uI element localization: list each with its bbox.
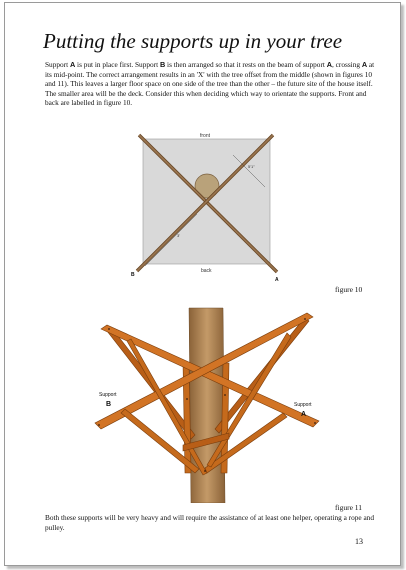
support-a-letter: A bbox=[301, 411, 307, 418]
label-front: front bbox=[200, 133, 211, 139]
intro-text-run: is put in place first. Support bbox=[75, 60, 160, 69]
support-b-word: Support bbox=[99, 392, 117, 398]
support-b-letter: B bbox=[106, 401, 112, 408]
intro-text-run: at its mid-point. The correct arrangement results in an 'X' with the tree offset from the middle (shown in figures 10 and 11). This leaves a larger floor space on one side of the tree than the other – the future site of the house itself. The smaller area will be the deck. Consider this when deciding which way to orientate the supports. Front and back are labelled in figure 10. bbox=[45, 60, 375, 108]
figure-10-diagram bbox=[125, 129, 290, 284]
figure-10-caption: figure 10 bbox=[335, 285, 363, 294]
intro-text-run: Support bbox=[45, 60, 70, 69]
support-a-word: Support bbox=[294, 402, 312, 408]
page-number: 13 bbox=[355, 537, 363, 546]
intro-bold-letter: A bbox=[361, 60, 368, 69]
bolt bbox=[204, 470, 206, 472]
document-page bbox=[4, 2, 401, 566]
page-title: Putting the supports up in your tree bbox=[43, 29, 343, 53]
bolt bbox=[108, 328, 110, 330]
tree-trunk bbox=[189, 308, 225, 503]
bolt bbox=[224, 394, 226, 396]
dimension-short: 3' bbox=[177, 233, 180, 238]
label-b: B bbox=[131, 272, 135, 278]
bolt bbox=[186, 398, 188, 400]
intro-bold-letter: A bbox=[326, 60, 333, 69]
intro-bold-letter: A bbox=[69, 60, 76, 69]
figure-11-caption: figure 11 bbox=[335, 503, 363, 512]
closing-paragraph: Both these supports will be very heavy and will require the assistance of at least one helper, operating a rope and pulley. bbox=[45, 513, 374, 532]
intro-bold-letter: B bbox=[159, 60, 166, 69]
bolt bbox=[304, 318, 306, 320]
intro-text-run: is then arranged so that it rests on the beam of support bbox=[165, 60, 327, 69]
bolt bbox=[98, 424, 100, 426]
label-a: A bbox=[275, 277, 279, 283]
intro-paragraph bbox=[45, 60, 375, 108]
intro-text-run: , crossing bbox=[332, 60, 362, 69]
figure-11-diagram bbox=[87, 303, 327, 503]
bolt bbox=[314, 422, 316, 424]
label-back: back bbox=[201, 268, 212, 274]
dimension-long: 5'1" bbox=[248, 164, 255, 169]
